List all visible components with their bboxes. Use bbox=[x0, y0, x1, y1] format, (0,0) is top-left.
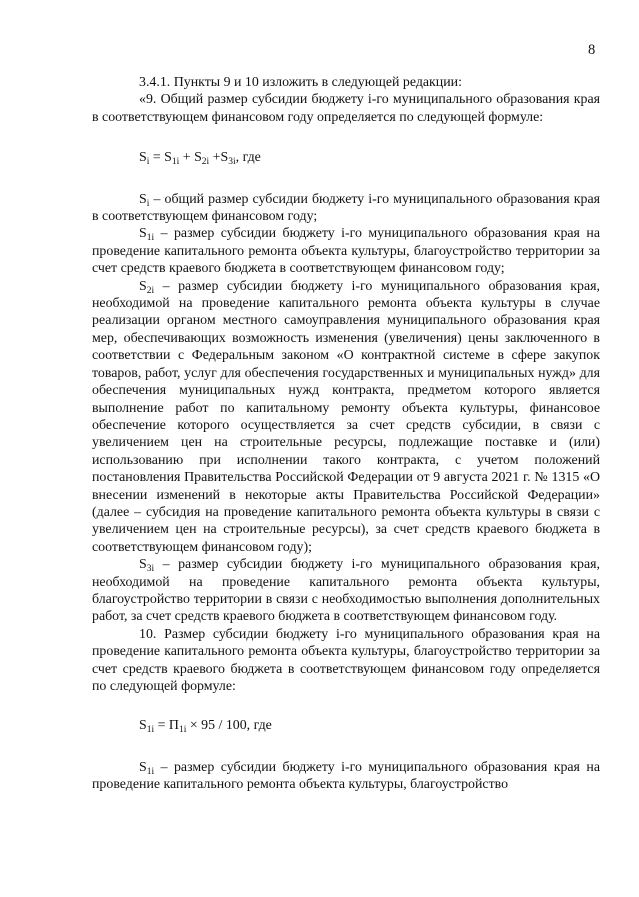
document-body bbox=[92, 74, 600, 794]
formula-s1i: $S_{1i} = П_{1i} \times 95 / 100$, где bbox=[139, 718, 272, 736]
definition-s3i: $S_{3i}$ – размер субсидии бюджету i-го муниципального образования края, необходимой на проведение капитального ремонта объекта культуры, благоустройство территории в связи с необходимостью выполнения дополнительных работ, за счет средств краевого бюджета в соответствующем финансовом году. bbox=[92, 557, 600, 625]
item-9-paragraph: «9. Общий размер субсидии бюджету i-го муниципального образования края в соответствующем финансовом году определяется по следующей формуле: bbox=[92, 92, 600, 125]
formula-total-subsidy: $S_i = S_{1i} + S_{2i} +S_{3i}$, где bbox=[139, 150, 261, 168]
page-number: 8 bbox=[588, 42, 596, 58]
definition-si: $S_i$ – общий размер субсидии бюджету i-го муниципального образования края в соответствующем финансовом году; bbox=[92, 191, 600, 225]
definition-s1i-repeat: $S_{1i}$ – размер субсидии бюджету i-го муниципального образования края на проведение капитального ремонта объекта культуры, благоустройство bbox=[92, 759, 600, 793]
item-10-paragraph: 10. Размер субсидии бюджету i-го муниципального образования края на проведение капитального ремонта объекта культуры, благоустройство территории за счет средств краевого бюджета в соответствующем финансовом году определяется по следующей формуле: bbox=[92, 626, 600, 694]
definition-s1i: $S_{1i}$ – размер субсидии бюджету i-го муниципального образования края на проведение капитального ремонта объекта культуры, благоустройство территории за счет средств краевого бюджета в соответствующем финансовом году; bbox=[92, 226, 600, 277]
intro-paragraph: 3.4.1. Пункты 9 и 10 изложить в следующей редакции: bbox=[139, 75, 462, 90]
definition-s2i: $S_{2i}$ – размер субсидии бюджету i-го муниципального образования края, необходимой на проведение капитального ремонта объекта культуры в случае реализации органом местного самоуправления муниципального образования края мер, обеспечивающих возможность изменения (увеличения) цены заключенного в соответствии с Федеральным законом «О контрактной системе в сфере закупок товаров, работ, услуг для обеспечения государственных и муниципальных нужд» для обеспечения муниципальных нужд контракта, предметом которого является выполнение работ по капитальному ремонту объекта культуры, финансовое обеспечение которого осуществляется за счет средств субсидии, в связи с увеличением цен на строительные ресурсы, подлежащие поставке и (или) использованию при исполнении такого контракта, с учетом положений постановления Правительства Российской Федерации от 9 августа 2021 г. № 1315 «О внесении изменений в некоторые акты Правительства Российской Федерации» (далее – субсидия на проведение капитального ремонта объекта культуры в связи с увеличением цен на строительные ресурсы), за счет средств краевого бюджета в соответствующем финансовом году); bbox=[92, 278, 600, 555]
